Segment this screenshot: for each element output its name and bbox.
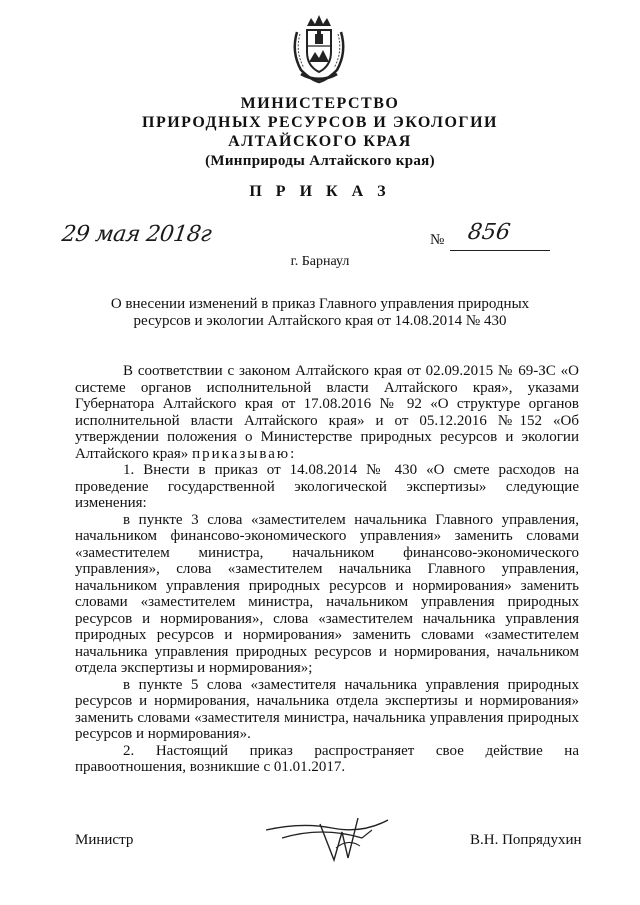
document-subject: О внесении изменений в приказ Главного управления природных ресурсов и экологии Алтайского края от 14.08.2014 № 430 [110,296,530,329]
handwritten-date: 29 мая 2018г [60,222,213,247]
number-underline [450,250,550,251]
order-keyword: приказываю: [192,445,297,462]
document-body [75,363,579,776]
body-paragraph-5: 2. Настоящий приказ распространяет свое действие на правоотношения, возникшие с 01.01.2017. [75,742,579,775]
signer-title: Министр [75,832,134,848]
body-paragraph-3: в пункте 3 слова «заместителем начальника Главного управления, начальником финансово-экономического управления» заменить словами «заместителем министра, начальником финансово-экономического управления», слова «заместителем начальника Главного управления, начальником управления природных ресурсов и нормирования» заменить словами «заместителем министра, начальником управления природных ресурсов и нормирования», слова «заместителем начальника управления природных ресурсов и нормирования» заменить словами «заместителем начальника управления природных ресурсов и нормирования, начальником отдела экспертизы и нормирования»; [75,511,579,676]
city: г. Барнаул [290,254,350,269]
document-type: П Р И К А З [249,183,391,200]
body-paragraph-1-text: В соответствии с законом Алтайского края от 02.09.2015 № 69-ЗС «О системе органов исполнительной власти Алтайского края», указами Губернатора Алтайского края от 17.08.2016 № 92 «О структуре органов исполнительной власти Алтайского края» и от 05.12.2016 №152 «Об утверждении положения о Министерстве природных ресурсов и экологии Алтайского края» [75,363,579,462]
handwritten-number: 856 [466,220,512,245]
ministry-short-name: (Минприроды Алтайского края) [205,153,435,169]
ministry-name-line-1: МИНИСТЕРСТВО [240,95,400,112]
handwritten-signature [262,808,397,868]
ministry-name-line-3: АЛТАЙСКОГО КРАЯ [228,133,412,150]
coat-of-arms-emblem [287,12,351,84]
body-paragraph-2: 1. Внести в приказ от 14.08.2014 № 430 «О смете расходов на проведение государственной экологической экспертизы» следующие изменения: [75,462,579,511]
ministry-name-line-2: ПРИРОДНЫХ РЕСУРСОВ И ЭКОЛОГИИ [142,114,498,131]
body-paragraph-4: в пункте 5 слова «заместителя начальника управления природных ресурсов и нормирования, начальника отдела экспертизы и нормирования» заменить словами «заместителя министра, начальника управления природных ресурсов и нормирования». [75,676,579,742]
signer-name: В.Н. Попрядухин [470,832,582,848]
body-paragraph-1 [75,363,579,462]
number-label: № [430,232,445,248]
